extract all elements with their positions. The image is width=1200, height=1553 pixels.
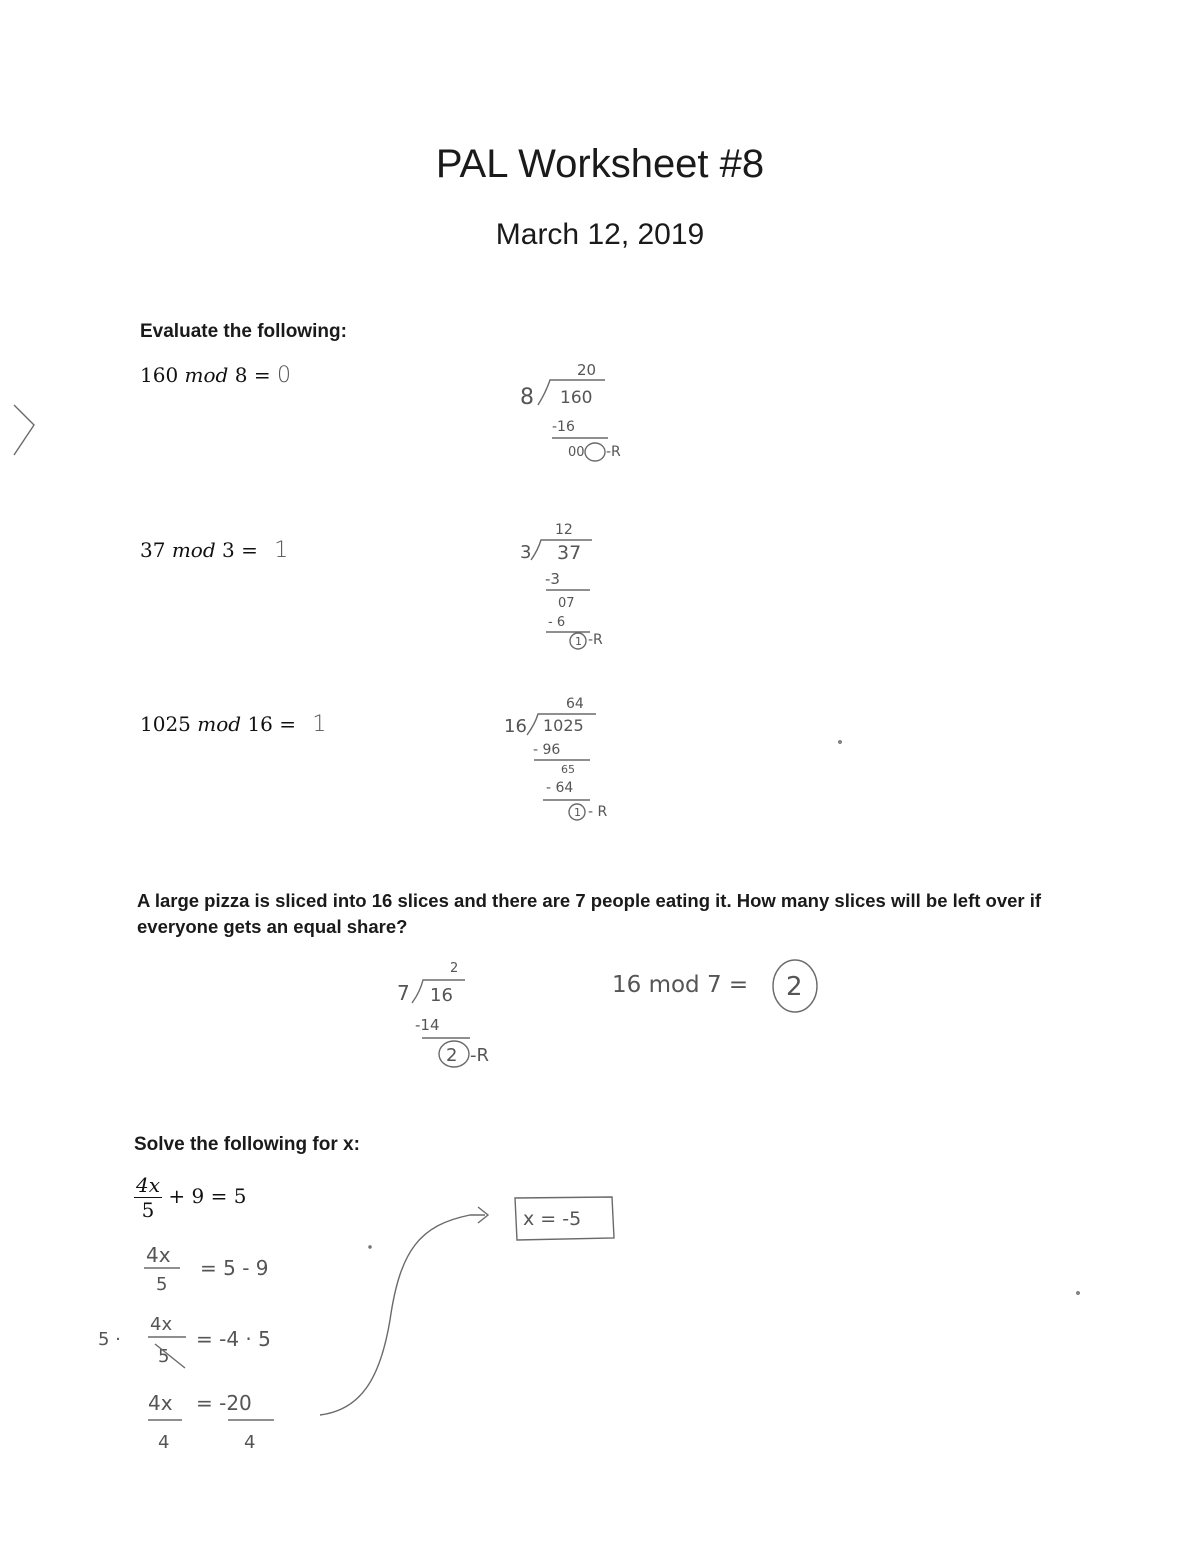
step3-lhs: 4x	[148, 1391, 173, 1415]
problem-1-b: 8	[234, 363, 248, 387]
wp-answer: 2	[786, 972, 803, 1002]
equation-fraction	[134, 1173, 162, 1222]
work1-rem-circle	[585, 443, 605, 461]
step1-num: 4x	[146, 1243, 171, 1267]
speck-2	[1077, 1292, 1079, 1294]
equation	[134, 1173, 246, 1222]
work3-dividend: 1025	[543, 716, 584, 735]
equation-denominator: 5	[141, 1198, 155, 1222]
problem-2-eq: =	[241, 538, 258, 562]
arrow-curve	[320, 1215, 485, 1415]
algebra-answer: x = -5	[523, 1208, 582, 1230]
work3-bring: 65	[561, 763, 575, 776]
work1-dividend: 160	[560, 388, 593, 408]
step3-den-l: 4	[158, 1432, 170, 1453]
problem-2-answer: 1	[274, 538, 289, 563]
step1-rhs: = 5 - 9	[200, 1256, 269, 1280]
work1-r: -R	[606, 444, 621, 460]
work3-quotient: 64	[566, 696, 584, 712]
problem-3-a: 1025	[140, 712, 191, 736]
work2-bring: 07	[558, 596, 575, 611]
problem-2-op: mod	[171, 538, 216, 562]
work3-rem: 1	[574, 806, 581, 819]
wp-sub: -14	[415, 1016, 440, 1034]
wp-quotient: 2	[450, 961, 459, 976]
problem-1-a: 160	[140, 363, 179, 387]
work3-sub2: - 64	[546, 780, 574, 796]
step3-den-r: 4	[244, 1432, 256, 1453]
work3-r: - R	[588, 804, 608, 820]
problem-2-a: 37	[140, 538, 166, 562]
step2-num: 4x	[150, 1314, 173, 1335]
work2-dividend: 37	[557, 542, 582, 564]
wp-dividend: 16	[430, 985, 453, 1006]
problem-1-answer: 0	[276, 363, 291, 388]
work1-divisor: 8	[520, 385, 534, 410]
section2-heading: Solve the following for x:	[134, 1134, 360, 1155]
wp-answer-line: 16 mod 7 =	[612, 972, 749, 998]
work2-r: -R	[588, 632, 603, 648]
problem-3-eq: =	[279, 712, 297, 736]
problem-3-op: mod	[197, 712, 242, 736]
margin-mark	[14, 405, 34, 455]
problem-1-op: mod	[184, 363, 229, 387]
section1-heading: Evaluate the following:	[140, 321, 347, 342]
step2-left: 5 ·	[98, 1329, 121, 1350]
word-problem-text: A large pizza is sliced into 16 slices and there are 7 people eating it. How many slices will be left over if everyone gets an equal share?	[137, 890, 1042, 937]
work2-sub2: - 6	[548, 615, 566, 630]
work1-rem: 00	[568, 445, 585, 460]
speck-3	[369, 1246, 371, 1248]
problem-3-b: 16	[247, 712, 273, 736]
wp-r: -R	[470, 1045, 490, 1066]
step3-rhs: = -20	[196, 1391, 252, 1415]
step2-rhs: = -4 · 5	[196, 1327, 271, 1351]
work3-sub1: - 96	[533, 742, 561, 758]
problem-3-answer: 1	[312, 712, 327, 737]
step1-den: 5	[156, 1274, 168, 1295]
work1-quotient: 20	[577, 361, 597, 379]
step2-den: 5	[158, 1346, 170, 1367]
equation-rest: + 9 = 5	[168, 1184, 247, 1208]
problem-1-eq: =	[253, 363, 271, 387]
wp-divisor: 7	[397, 981, 410, 1005]
work2-divisor: 3	[520, 542, 532, 563]
work2-quotient: 12	[555, 522, 573, 538]
wp-rem: 2	[446, 1045, 458, 1066]
work2-rem: 1	[575, 635, 582, 648]
speck-1	[839, 741, 841, 743]
worksheet-date: March 12, 2019	[495, 218, 705, 251]
work3-divisor: 16	[504, 716, 527, 737]
worksheet-title: PAL Worksheet #8	[435, 142, 765, 186]
equation-numerator: 4x	[136, 1173, 161, 1197]
work2-sub1: -3	[545, 570, 560, 588]
work1-sub: -16	[552, 419, 575, 435]
problem-2-b: 3	[221, 538, 235, 562]
